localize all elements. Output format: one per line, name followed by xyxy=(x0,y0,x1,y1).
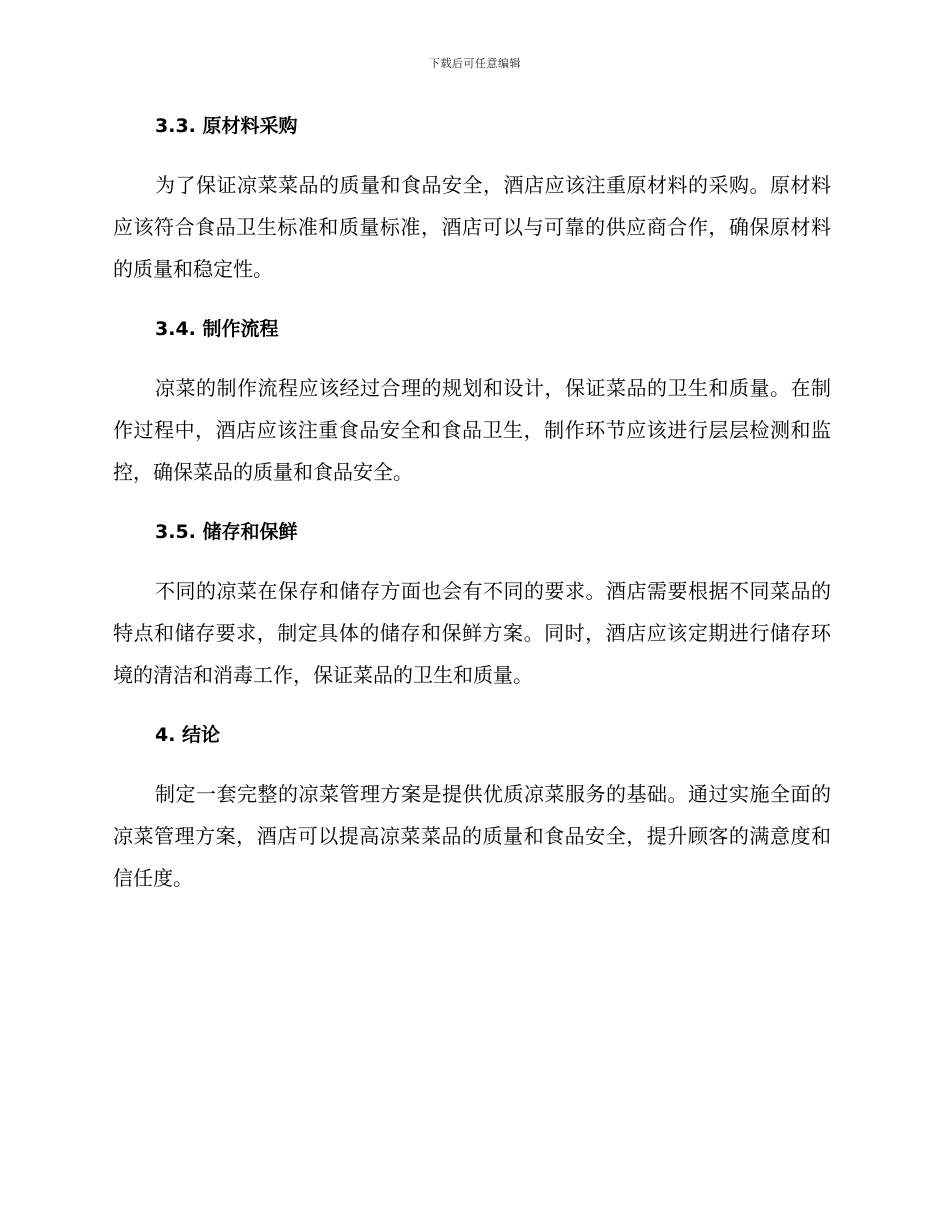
section-paragraph-4: 制定一套完整的凉菜管理方案是提供优质凉菜服务的基础。通过实施全面的凉菜管理方案，酒店可以提高凉菜菜品的质量和食品安全，提升顾客的满意度和信任度。 xyxy=(113,782,831,890)
section-paragraph-3-5: 不同的凉菜在保存和储存方面也会有不同的要求。酒店需要根据不同菜品的特点和储存要求，制定具体的储存和保鲜方案。同时，酒店应该定期进行储存环境的清洁和消毒工作，保证菜品的卫生和质量。 xyxy=(113,579,831,687)
header-note: 下载后可任意编辑 xyxy=(429,57,521,70)
section-heading-3-3: 3.3. 原材料采购 xyxy=(155,115,298,137)
section-paragraph-3-4: 凉菜的制作流程应该经过合理的规划和设计，保证菜品的卫生和质量。在制作过程中，酒店应该注重食品安全和食品卫生，制作环节应该进行层层检测和监控，确保菜品的质量和食品安全。 xyxy=(113,376,831,484)
document-body xyxy=(113,108,831,920)
section-paragraph-3-3: 为了保证凉菜菜品的质量和食品安全，酒店应该注重原材料的采购。原材料应该符合食品卫生标准和质量标准，酒店可以与可靠的供应商合作，确保原材料的质量和稳定性。 xyxy=(113,173,831,281)
section-heading-4: 4. 结论 xyxy=(155,724,221,746)
section-heading-3-4: 3.4. 制作流程 xyxy=(155,318,279,340)
section-heading-3-5: 3.5. 储存和保鲜 xyxy=(155,521,298,543)
